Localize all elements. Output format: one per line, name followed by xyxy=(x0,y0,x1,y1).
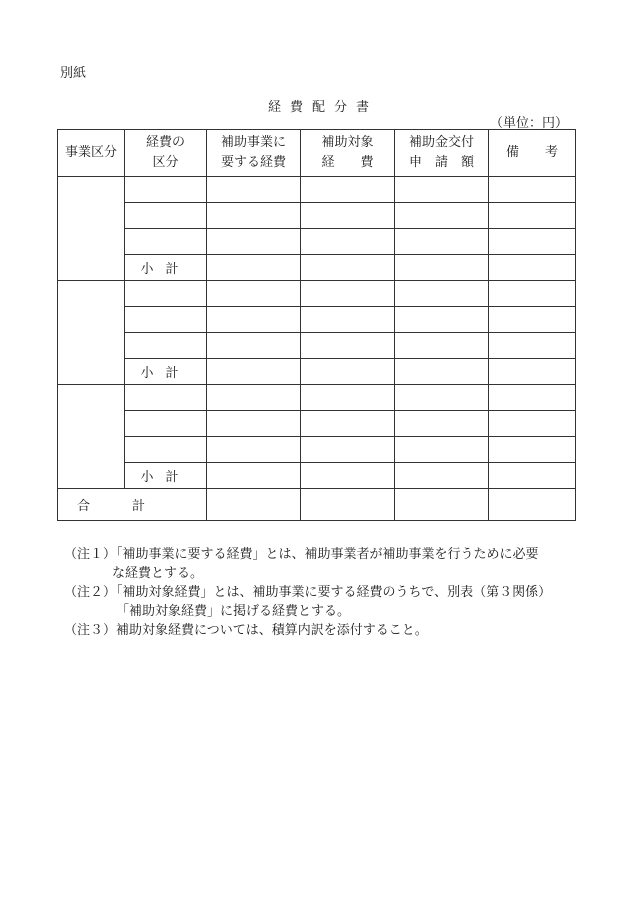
notes-section xyxy=(64,545,551,640)
table-row xyxy=(58,229,576,255)
table-row xyxy=(58,385,576,411)
subtotal-row xyxy=(58,359,576,385)
note-2-line1: （注２）「補助対象経費」とは、補助事業に要する経費のうちで、別表（第３関係） xyxy=(64,585,552,600)
note-2-line2: 「補助対象経費」に掲げる経費とする。 xyxy=(116,604,351,619)
table-row xyxy=(58,307,576,333)
subtotal-label: 小計 xyxy=(125,255,207,281)
attachment-label: 別紙 xyxy=(60,66,87,81)
note-1-line2: な経費とする。 xyxy=(112,566,204,581)
subtotal-label: 小計 xyxy=(125,359,207,385)
header-project-expense: 補助事業に 要する経費 xyxy=(207,130,301,177)
table-row xyxy=(58,177,576,203)
header-grant-request: 補助金交付 申 請 額 xyxy=(395,130,489,177)
note-3-line1: （注３）補助対象経費については、積算内訳を添付すること。 xyxy=(64,623,428,638)
document-title: 経費配分書 xyxy=(267,100,378,115)
table-row xyxy=(58,437,576,463)
subtotal-row xyxy=(58,255,576,281)
header-eligible-expense: 補助対象 経 費 xyxy=(301,130,395,177)
table-header-row xyxy=(58,130,576,177)
unit-label: （単位：円） xyxy=(489,116,568,131)
header-expense-category: 経費の 区分 xyxy=(125,130,207,177)
table-row xyxy=(58,203,576,229)
total-row xyxy=(58,489,576,521)
budget-table xyxy=(57,129,576,521)
table-row xyxy=(58,411,576,437)
total-label: 合計 xyxy=(58,489,207,521)
header-business-category: 事業区分 xyxy=(58,130,125,177)
business-category-cell[interactable] xyxy=(58,281,125,385)
subtotal-row xyxy=(58,463,576,489)
business-category-cell[interactable] xyxy=(58,385,125,489)
table-row xyxy=(58,333,576,359)
header-remarks: 備 考 xyxy=(489,130,576,177)
business-category-cell[interactable] xyxy=(58,177,125,281)
table-row xyxy=(58,281,576,307)
note-1-line1: （注１）「補助事業に要する経費」とは、補助事業者が補助事業を行うために必要 xyxy=(64,547,539,562)
subtotal-label: 小計 xyxy=(125,463,207,489)
